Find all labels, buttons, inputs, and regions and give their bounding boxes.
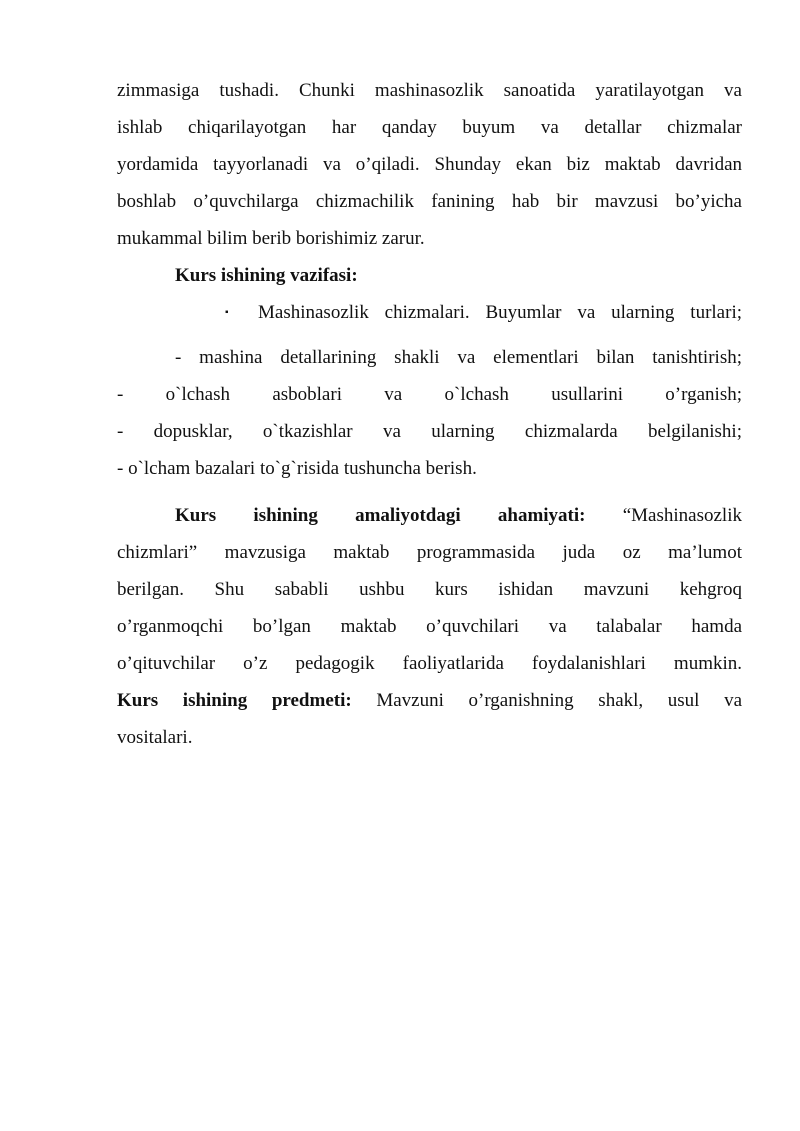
importance-first-line-text: “Mashinasozlik	[622, 505, 742, 526]
importance-first-line	[117, 497, 742, 534]
tasks-dash-list	[117, 339, 742, 487]
subject-heading: Kurs ishining predmeti:	[117, 690, 352, 711]
text-line: berilgan. Shu sababli ushbu kurs ishidan mavzuni kehgroq	[117, 579, 742, 600]
importance-heading: Kurs ishining amaliyotdagi ahamiyati:	[175, 505, 586, 526]
dash-item: - dopusklar, o`tkazishlar va ularning chizmalarda belgilanishi;	[117, 421, 742, 442]
text-line: ishlab chiqarilayotgan har qanday buyum va detallar chizmalar	[117, 117, 742, 138]
tasks-bullet-item	[117, 294, 742, 331]
tasks-heading: Kurs ishining vazifasi:	[175, 265, 358, 286]
text-line: o’qituvchilar o’z pedagogik faoliyatlarida foydalanishlari mumkin.	[117, 653, 742, 674]
text-line: zimmasiga tushadi. Chunki mashinasozlik sanoatida yaratilayotgan va	[117, 80, 742, 101]
text-line: o’rganmoqchi bo’lgan maktab o’quvchilari va talabalar hamda	[117, 616, 742, 637]
intro-paragraph	[117, 72, 742, 257]
bullet-text: Mashinasozlik chizmalari. Buyumlar va ularning turlari;	[258, 302, 742, 323]
subject-first-line-text: Mavzuni o’rganishning shakl, usul va	[376, 690, 742, 711]
text-line: vositalari.	[117, 727, 193, 748]
importance-paragraph	[117, 497, 742, 756]
dash-item: - o`lcham bazalari to`g`risida tushuncha berish.	[117, 458, 477, 479]
dash-item: - o`lchash asboblari va o`lchash usullarini o’rganish;	[117, 384, 742, 405]
text-line: mukammal bilim berib borishimiz zarur.	[117, 228, 425, 249]
text-line: yordamida tayyorlanadi va o’qiladi. Shunday ekan biz maktab davridan	[117, 154, 742, 175]
square-bullet-icon: ▪	[225, 307, 229, 318]
text-line: boshlab o’quvchilarga chizmachilik fanining hab bir mavzusi bo’yicha	[117, 191, 742, 212]
document-page	[117, 72, 742, 756]
dash-item: - mashina detallarining shakli va elementlari bilan tanishtirish;	[175, 347, 742, 368]
subject-first-line	[117, 682, 742, 719]
text-line: chizmlari” mavzusiga maktab programmasida juda oz ma’lumot	[117, 542, 742, 563]
